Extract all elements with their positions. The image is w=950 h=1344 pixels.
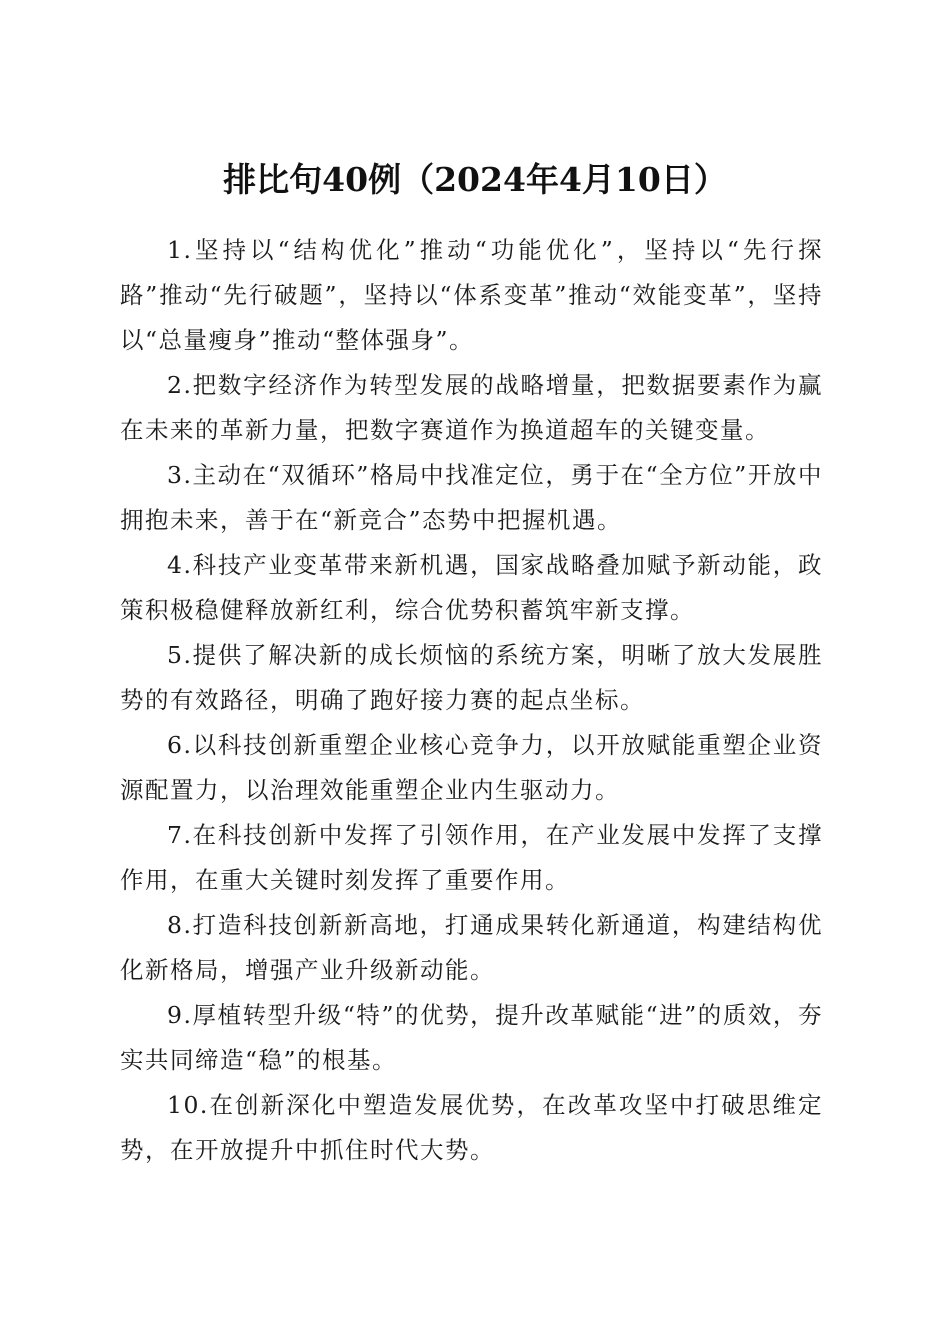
paragraph-5: 5.提供了解决新的成长烦恼的系统方案，明晰了放大发展胜势的有效路径，明确了跑好接力赛的起点坐标。 [120, 641, 823, 714]
paragraph-6: 6.以科技创新重塑企业核心竞争力，以开放赋能重塑企业资源配置力，以治理效能重塑企业内生驱动力。 [120, 731, 823, 804]
paragraph-7: 7.在科技创新中发挥了引领作用，在产业发展中发挥了支撑作用，在重大关键时刻发挥了重要作用。 [120, 821, 823, 894]
paragraph-8: 8.打造科技创新新高地，打通成果转化新通道，构建结构优化新格局，增强产业升级新动能。 [120, 911, 823, 984]
paragraph-2: 2.把数字经济作为转型发展的战略增量，把数据要素作为赢在未来的革新力量，把数字赛道作为换道超车的关键变量。 [120, 371, 823, 444]
paragraph-1: 1.坚持以“结构优化”推动“功能优化”，坚持以“先行探路”推动“先行破题”，坚持以“体系变革”推动“效能变革”，坚持以“总量瘦身”推动“整体强身”。 [120, 236, 823, 354]
paragraph-9: 9.厚植转型升级“特”的优势，提升改革赋能“进”的质效，夯实共同缔造“稳”的根基。 [120, 1001, 823, 1074]
paragraph-3: 3.主动在“双循环”格局中找准定位，勇于在“全方位”开放中拥抱未来，善于在“新竞合”态势中把握机遇。 [120, 461, 823, 534]
document-title: 排比句40例（2024年4月10日） [223, 160, 727, 200]
paragraph-10: 10.在创新深化中塑造发展优势，在改革攻坚中打破思维定势，在开放提升中抓住时代大势。 [120, 1091, 823, 1164]
document-body [120, 228, 823, 1173]
paragraph-4: 4.科技产业变革带来新机遇，国家战略叠加赋予新动能，政策积极稳健释放新红利，综合优势积蓄筑牢新支撑。 [120, 551, 823, 624]
